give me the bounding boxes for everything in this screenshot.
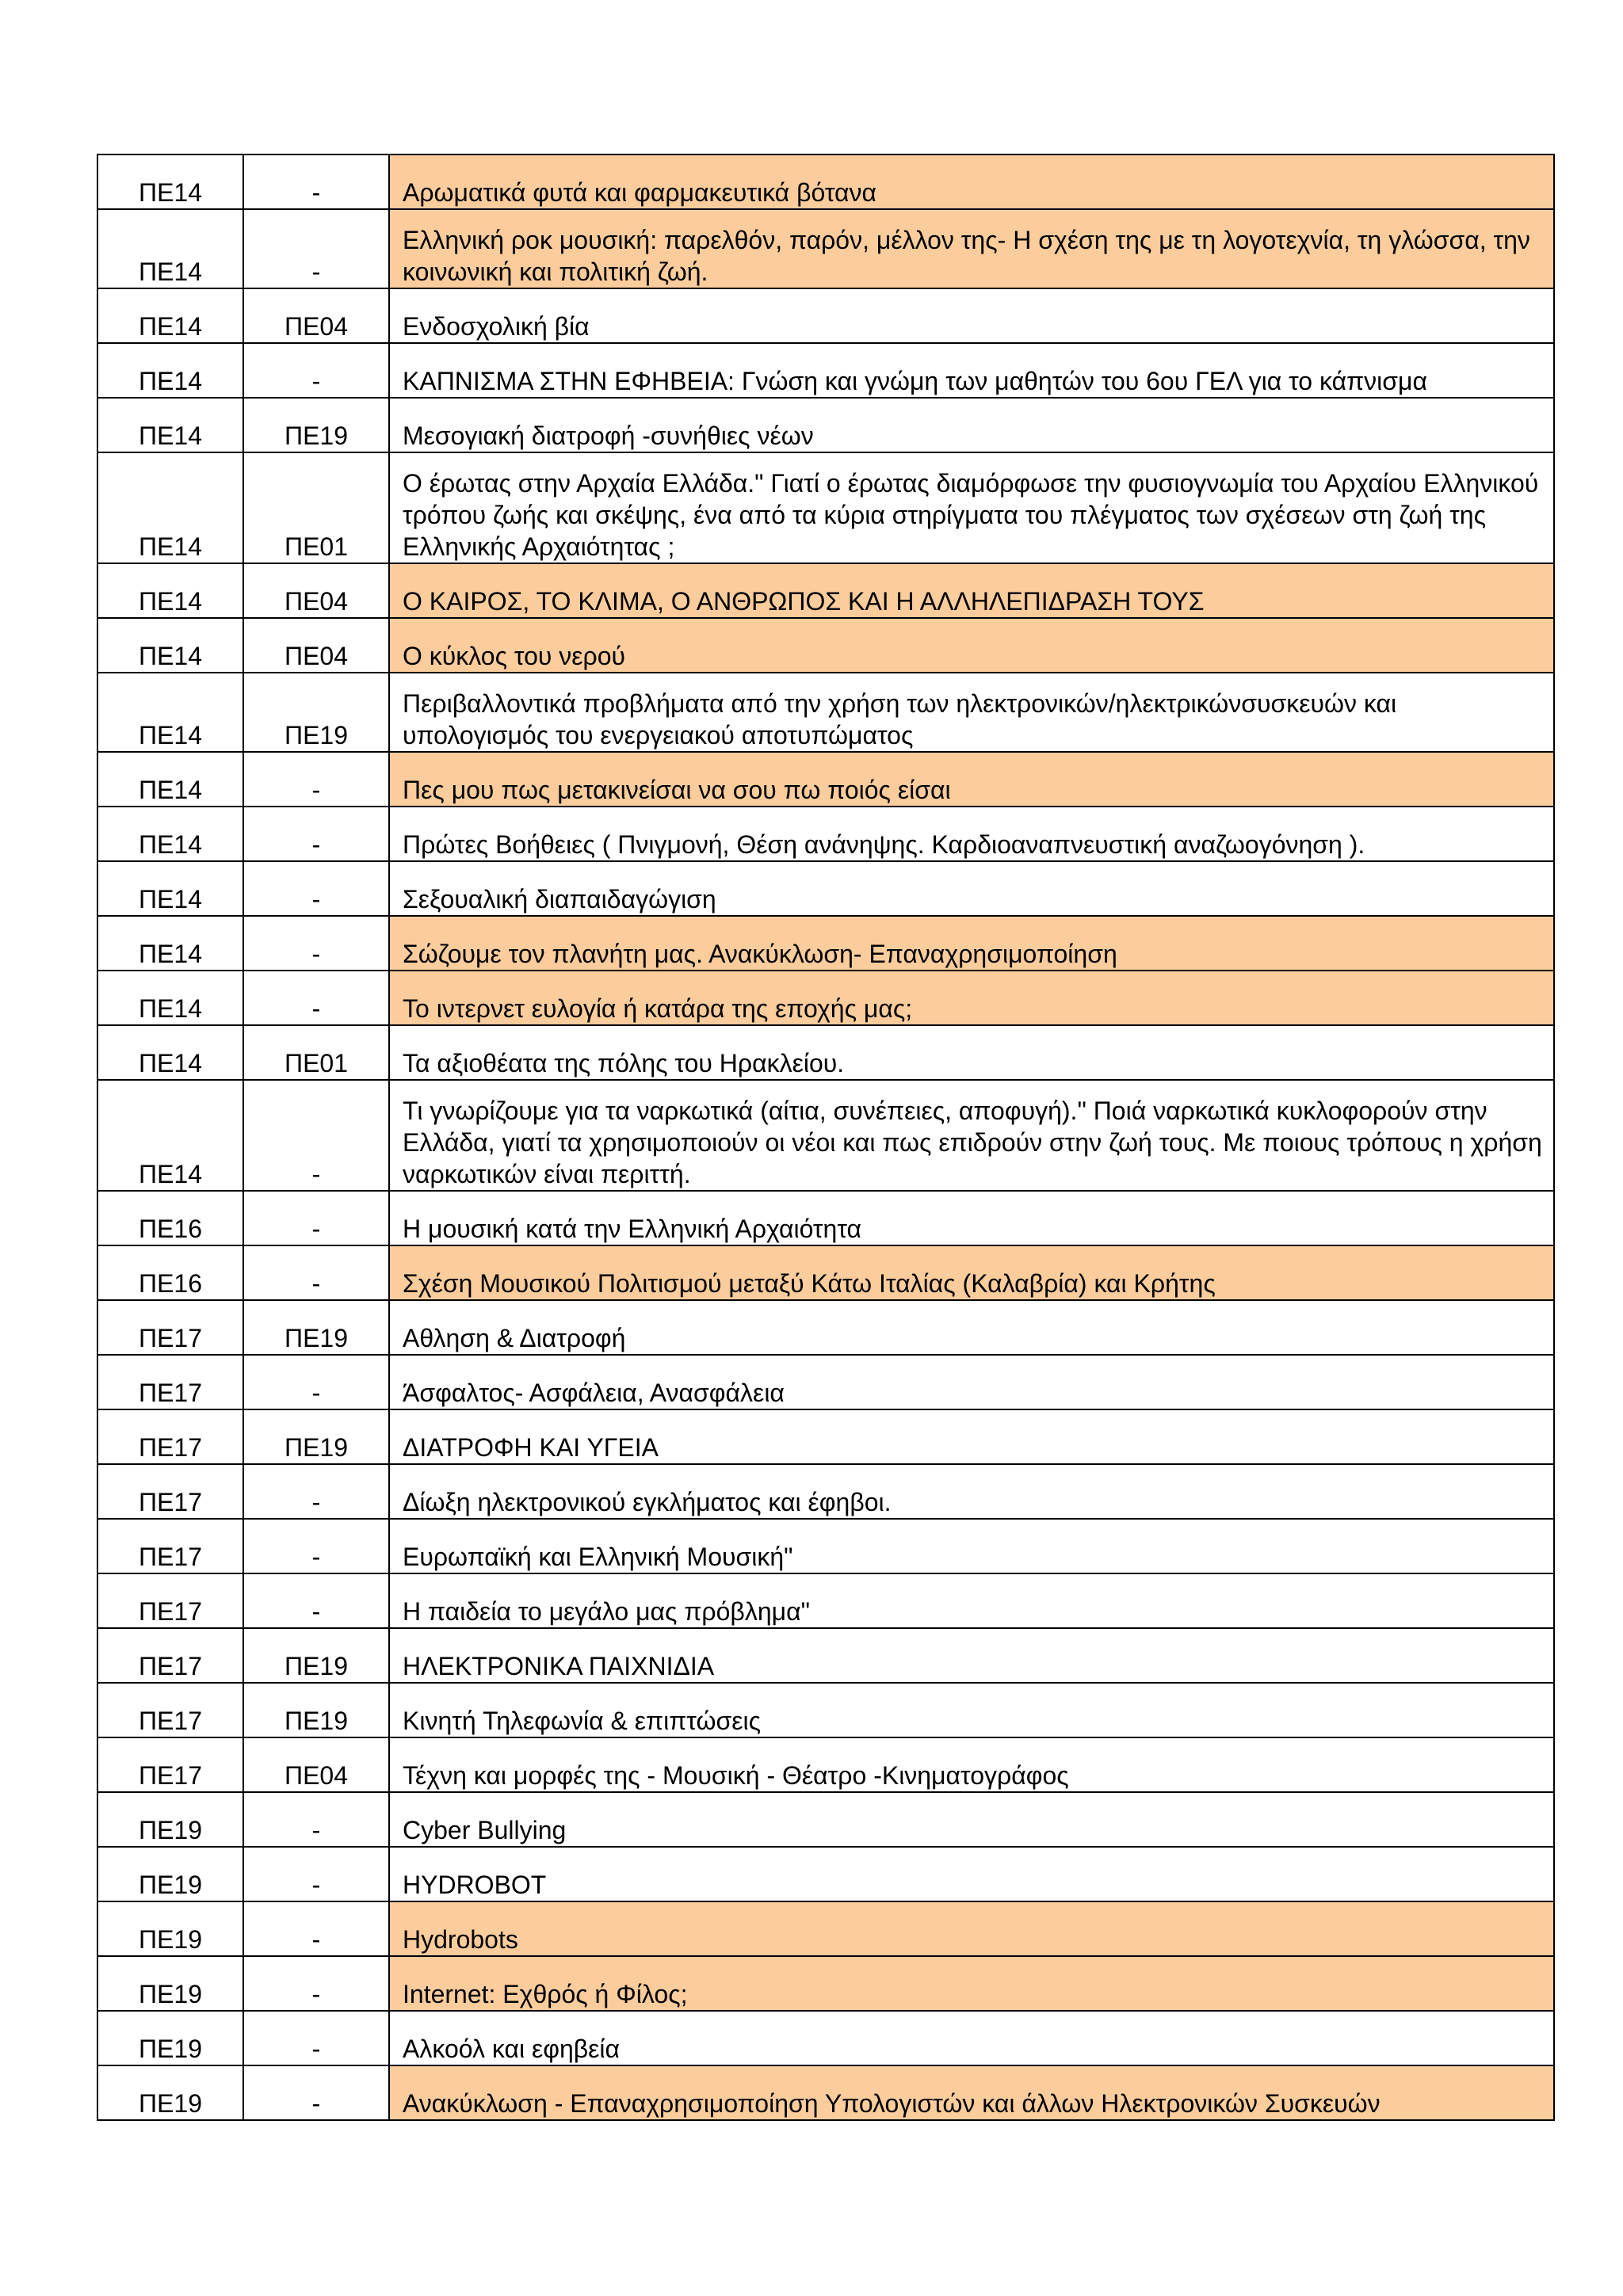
primary-specialty-cell: ΠΕ19	[97, 1956, 243, 2011]
primary-specialty-cell: ΠΕ14	[97, 1025, 243, 1080]
table-row	[97, 1245, 1554, 1300]
project-title-cell: Άσφαλτος- Ασφάλεια, Ανασφάλεια	[389, 1355, 1554, 1409]
primary-specialty-cell: ΠΕ14	[97, 807, 243, 861]
table-row	[97, 1737, 1554, 1792]
secondary-specialty-cell: ΠΕ19	[243, 673, 389, 752]
project-title-cell: Ο έρωτας στην Αρχαία Ελλάδα." Γιατί ο έρωτας διαμόρφωσε την φυσιογνωμία του Αρχαίου Ελληνικού τρόπου ζωής και σκέψης, ένα από τα κύρια στηρίγματα του πλέγματος των σχέσεων στη ζωή της Ελληνικής Αρχαιότητας ;	[389, 452, 1554, 563]
primary-specialty-cell: ΠΕ19	[97, 2065, 243, 2120]
table-row	[97, 971, 1554, 1025]
secondary-specialty-cell: -	[243, 1519, 389, 1573]
primary-specialty-cell: ΠΕ14	[97, 452, 243, 563]
table-row	[97, 2011, 1554, 2065]
secondary-specialty-cell: -	[243, 1080, 389, 1191]
primary-specialty-cell: ΠΕ17	[97, 1519, 243, 1573]
secondary-specialty-cell: -	[243, 916, 389, 971]
secondary-specialty-cell: -	[243, 752, 389, 807]
project-title-cell: ΚΑΠΝΙΣΜΑ ΣΤΗΝ ΕΦΗΒΕΙΑ: Γνώση και γνώμη των μαθητών του 6ου ΓΕΛ για το κάπνισμα	[389, 343, 1554, 398]
project-title-cell: Ευρωπαϊκή και Ελληνική Μουσική"	[389, 1519, 1554, 1573]
primary-specialty-cell: ΠΕ14	[97, 209, 243, 288]
secondary-specialty-cell: -	[243, 1573, 389, 1628]
project-title-cell: Τέχνη και μορφές της - Μουσική - Θέατρο -Κινηματογράφος	[389, 1737, 1554, 1792]
secondary-specialty-cell: ΠΕ19	[243, 1300, 389, 1355]
table-row	[97, 1409, 1554, 1464]
project-title-cell: Τα αξιοθέατα της πόλης του Ηρακλείου.	[389, 1025, 1554, 1080]
table-row	[97, 154, 1554, 209]
table-row	[97, 1300, 1554, 1355]
secondary-specialty-cell: ΠΕ19	[243, 1683, 389, 1737]
secondary-specialty-cell: -	[243, 1355, 389, 1409]
table-row	[97, 618, 1554, 673]
project-title-cell: Internet: Εχθρός ή Φίλος;	[389, 1956, 1554, 2011]
topics-table-body	[97, 154, 1554, 2120]
primary-specialty-cell: ΠΕ14	[97, 916, 243, 971]
secondary-specialty-cell: ΠΕ19	[243, 398, 389, 452]
project-title-cell: HYDROBOT	[389, 1847, 1554, 1901]
primary-specialty-cell: ΠΕ19	[97, 1792, 243, 1847]
secondary-specialty-cell: -	[243, 1901, 389, 1956]
primary-specialty-cell: ΠΕ17	[97, 1300, 243, 1355]
project-title-cell: Περιβαλλοντικά προβλήματα από την χρήση των ηλεκτρονικών/ηλεκτρικώνσυσκευών και υπολογισμός του ενεργειακού αποτυπώματος	[389, 673, 1554, 752]
secondary-specialty-cell: -	[243, 154, 389, 209]
project-title-cell: Ο κύκλος του νερού	[389, 618, 1554, 673]
table-row	[97, 1628, 1554, 1683]
project-title-cell: Αλκοόλ και εφηβεία	[389, 2011, 1554, 2065]
table-row	[97, 1025, 1554, 1080]
table-row	[97, 1191, 1554, 1245]
secondary-specialty-cell: ΠΕ04	[243, 1737, 389, 1792]
project-title-cell: Ανακύκλωση - Επαναχρησιμοποίηση Υπολογιστών και άλλων Ηλεκτρονικών Συσκευών	[389, 2065, 1554, 2120]
secondary-specialty-cell: -	[243, 807, 389, 861]
primary-specialty-cell: ΠΕ17	[97, 1628, 243, 1683]
primary-specialty-cell: ΠΕ14	[97, 971, 243, 1025]
secondary-specialty-cell: ΠΕ04	[243, 618, 389, 673]
table-row	[97, 1683, 1554, 1737]
primary-specialty-cell: ΠΕ17	[97, 1355, 243, 1409]
primary-specialty-cell: ΠΕ14	[97, 563, 243, 618]
table-row	[97, 209, 1554, 288]
secondary-specialty-cell: -	[243, 1191, 389, 1245]
secondary-specialty-cell: -	[243, 1956, 389, 2011]
primary-specialty-cell: ΠΕ16	[97, 1245, 243, 1300]
secondary-specialty-cell: -	[243, 2011, 389, 2065]
primary-specialty-cell: ΠΕ14	[97, 752, 243, 807]
project-title-cell: Το ιντερνετ ευλογία ή κατάρα της εποχής μας;	[389, 971, 1554, 1025]
table-row	[97, 1792, 1554, 1847]
primary-specialty-cell: ΠΕ17	[97, 1464, 243, 1519]
secondary-specialty-cell: -	[243, 1464, 389, 1519]
project-title-cell: Η παιδεία το μεγάλο μας πρόβλημα"	[389, 1573, 1554, 1628]
primary-specialty-cell: ΠΕ14	[97, 398, 243, 452]
primary-specialty-cell: ΠΕ17	[97, 1683, 243, 1737]
secondary-specialty-cell: -	[243, 209, 389, 288]
primary-specialty-cell: ΠΕ17	[97, 1573, 243, 1628]
secondary-specialty-cell: -	[243, 861, 389, 916]
table-row	[97, 1355, 1554, 1409]
project-title-cell: ΔΙΑΤΡΟΦΗ ΚΑΙ ΥΓΕΙΑ	[389, 1409, 1554, 1464]
primary-specialty-cell: ΠΕ14	[97, 288, 243, 343]
primary-specialty-cell: ΠΕ14	[97, 618, 243, 673]
secondary-specialty-cell: ΠΕ04	[243, 288, 389, 343]
table-row	[97, 2065, 1554, 2120]
primary-specialty-cell: ΠΕ16	[97, 1191, 243, 1245]
primary-specialty-cell: ΠΕ19	[97, 1901, 243, 1956]
table-row	[97, 861, 1554, 916]
table-row	[97, 452, 1554, 563]
project-title-cell: Σώζουμε τον πλανήτη μας. Ανακύκλωση- Επαναχρησιμοποίηση	[389, 916, 1554, 971]
secondary-specialty-cell: ΠΕ01	[243, 1025, 389, 1080]
primary-specialty-cell: ΠΕ14	[97, 673, 243, 752]
secondary-specialty-cell: -	[243, 971, 389, 1025]
table-row	[97, 916, 1554, 971]
secondary-specialty-cell: -	[243, 1792, 389, 1847]
primary-specialty-cell: ΠΕ19	[97, 2011, 243, 2065]
primary-specialty-cell: ΠΕ14	[97, 154, 243, 209]
table-row	[97, 1901, 1554, 1956]
table-row	[97, 398, 1554, 452]
primary-specialty-cell: ΠΕ14	[97, 1080, 243, 1191]
project-title-cell: ΗΛΕΚΤΡΟΝΙΚΑ ΠΑΙΧΝΙΔΙΑ	[389, 1628, 1554, 1683]
project-title-cell: Αρωματικά φυτά και φαρμακευτικά βότανα	[389, 154, 1554, 209]
project-title-cell: Δίωξη ηλεκτρονικού εγκλήματος και έφηβοι.	[389, 1464, 1554, 1519]
project-title-cell: Αθληση & Διατροφή	[389, 1300, 1554, 1355]
table-row	[97, 1464, 1554, 1519]
project-title-cell: Πρώτες Βοήθειες ( Πνιγμονή, Θέση ανάνηψης. Καρδιοαναπνευστική αναζωογόνηση ).	[389, 807, 1554, 861]
project-title-cell: Hydrobots	[389, 1901, 1554, 1956]
table-row	[97, 807, 1554, 861]
project-title-cell: Πες μου πως μετακινείσαι να σου πω ποιός είσαι	[389, 752, 1554, 807]
primary-specialty-cell: ΠΕ17	[97, 1409, 243, 1464]
secondary-specialty-cell: ΠΕ19	[243, 1409, 389, 1464]
table-row	[97, 752, 1554, 807]
table-row	[97, 1847, 1554, 1901]
primary-specialty-cell: ΠΕ17	[97, 1737, 243, 1792]
project-title-cell: Σεξουαλική διαπαιδαγώγιση	[389, 861, 1554, 916]
table-row	[97, 563, 1554, 618]
secondary-specialty-cell: -	[243, 343, 389, 398]
project-title-cell: Ενδοσχολική βία	[389, 288, 1554, 343]
project-title-cell: Ο ΚΑΙΡΟΣ, ΤΟ ΚΛΙΜΑ, Ο ΑΝΘΡΩΠΟΣ ΚΑΙ Η ΑΛΛΗΛΕΠΙΔΡΑΣΗ ΤΟΥΣ	[389, 563, 1554, 618]
secondary-specialty-cell: ΠΕ19	[243, 1628, 389, 1683]
secondary-specialty-cell: ΠΕ04	[243, 563, 389, 618]
table-row	[97, 1519, 1554, 1573]
secondary-specialty-cell: -	[243, 1245, 389, 1300]
table-row	[97, 1573, 1554, 1628]
project-title-cell: Η μουσική κατά την Ελληνική Αρχαιότητα	[389, 1191, 1554, 1245]
secondary-specialty-cell: -	[243, 1847, 389, 1901]
project-title-cell: Cyber Bullying	[389, 1792, 1554, 1847]
project-title-cell: Μεσογιακή διατροφή -συνήθιες νέων	[389, 398, 1554, 452]
table-row	[97, 1956, 1554, 2011]
project-title-cell: Τι γνωρίζουμε για τα ναρκωτικά (αίτια, συνέπειες, αποφυγή)." Ποιά ναρκωτικά κυκλοφορούν στην Ελλάδα, γιατί τα χρησιμοποιούν οι νέοι και πως επιδρούν στην ζωή τους. Με ποιους τρόπους η χρήση ναρκωτικών είναι περιττή.	[389, 1080, 1554, 1191]
table-row	[97, 1080, 1554, 1191]
table-row	[97, 288, 1554, 343]
project-title-cell: Σχέση Μουσικού Πολιτισμού μεταξύ Κάτω Ιταλίας (Καλαβρία) και Κρήτης	[389, 1245, 1554, 1300]
secondary-specialty-cell: ΠΕ01	[243, 452, 389, 563]
topics-table	[97, 154, 1555, 2121]
primary-specialty-cell: ΠΕ14	[97, 861, 243, 916]
table-row	[97, 343, 1554, 398]
primary-specialty-cell: ΠΕ19	[97, 1847, 243, 1901]
primary-specialty-cell: ΠΕ14	[97, 343, 243, 398]
project-title-cell: Κινητή Τηλεφωνία & επιπτώσεις	[389, 1683, 1554, 1737]
project-title-cell: Ελληνική ροκ μουσική: παρελθόν, παρόν, μέλλον της- Η σχέση της με τη λογοτεχνία, τη γλώσσα, την κοινωνική και πολιτική ζωή.	[389, 209, 1554, 288]
secondary-specialty-cell: -	[243, 2065, 389, 2120]
table-row	[97, 673, 1554, 752]
